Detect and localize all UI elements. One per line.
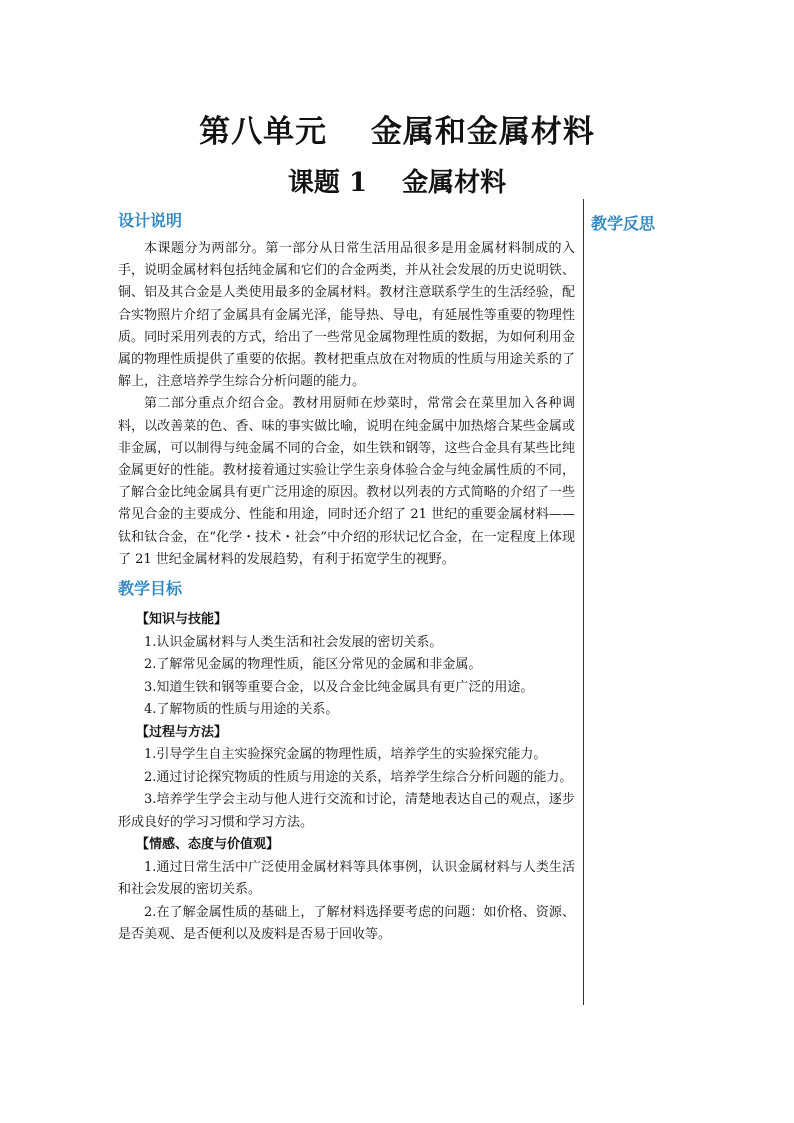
goal-item: 4.了解物质的性质与用途的关系。	[144, 702, 339, 718]
column-divider	[583, 199, 584, 1005]
process-title: 【过程与方法】	[136, 724, 228, 740]
process-goals	[118, 722, 575, 835]
goal-item: 3.培养学生学会主动与他人进行交流和讨论，清楚地表达自己的观点，逐步形成良好的学习习惯和学习方法。	[118, 792, 575, 830]
knowledge-goals	[118, 609, 575, 722]
emotion-goals	[118, 834, 575, 947]
goal-item: 2.通过讨论探究物质的性质与用途的关系，培养学生综合分析问题的能力。	[144, 769, 573, 785]
emotion-title: 【情感、态度与价值观】	[136, 837, 280, 853]
design-paragraph: 第二部分重点介绍合金。教材用厨师在炒菜时，常常会在菜里加入各种调料，以改善菜的色、香、味的事实做比喻，说明在纯金属中加热熔合某些金属或非金属，可以制得与纯金属不同的合金，如生铁和钢等，这些合金具有某些比纯金属更好的性能。教材接着通过实验让学生亲身体验合金与纯金属性质的不同，了解合金比纯金属具有更广泛用途的原因。教材以列表的方式简略的介绍了一些常见合金的主要成分、性能和用途，同时还介绍了 21 世纪的重要金属材料——钛和钛合金，在“化学・技术・社会”中介绍的形状记忆合金，在一定程度上体现了 21 世纪金属材料的发展趋势，有利于拓宽学生的视野。	[118, 396, 575, 567]
knowledge-title: 【知识与技能】	[136, 612, 228, 628]
goal-item: 3.知道生铁和钢等重要合金，以及合金比纯金属具有更广泛的用途。	[144, 679, 534, 695]
goal-item: 2.了解常见金属的物理性质，能区分常见的金属和非金属。	[144, 657, 482, 673]
goal-item: 1.引导学生自主实验探究金属的物理性质，培养学生的实验探究能力。	[144, 747, 547, 763]
goals-heading: 教学目标	[118, 579, 183, 599]
lesson-title: 课题 1 金属材料	[287, 168, 507, 198]
main-column	[118, 208, 575, 947]
unit-title: 第八单元 金属和金属材料	[199, 114, 595, 150]
design-paragraph: 本课题分为两部分。第一部分从日常生活用品很多是用金属材料制成的入手，说明金属材料包括纯金属和它们的合金两类，并从社会发展的历史说明铁、铜、铝及其合金是人类使用最多的金属材料。教材注意联系学生的生活经验，配合实物照片介绍了金属具有金属光泽，能导热、导电，有延展性等重要的物理性质。同时采用列表的方式，给出了一些常见金属物理性质的数据，为如何利用金属的物理性质提供了重要的依据。教材把重点放在对物质的性质与用途关系的了解上，注意培养学生综合分析问题的能力。	[118, 241, 575, 390]
design-heading: 设计说明	[118, 211, 183, 230]
design-section	[118, 238, 575, 571]
goal-item: 1.认识金属材料与人类生活和社会发展的密切关系。	[144, 634, 443, 650]
goal-item: 2.在了解金属性质的基础上，了解材料选择要考虑的问题：如价格、资源、是否美观、是否便利以及废料是否易于回收等。	[118, 904, 575, 943]
reflection-heading: 教学反思	[591, 214, 656, 233]
goal-item: 1.通过日常生活中广泛使用金属材料等具体事例，认识金属材料与人类生活和社会发展的密切关系。	[118, 859, 575, 898]
